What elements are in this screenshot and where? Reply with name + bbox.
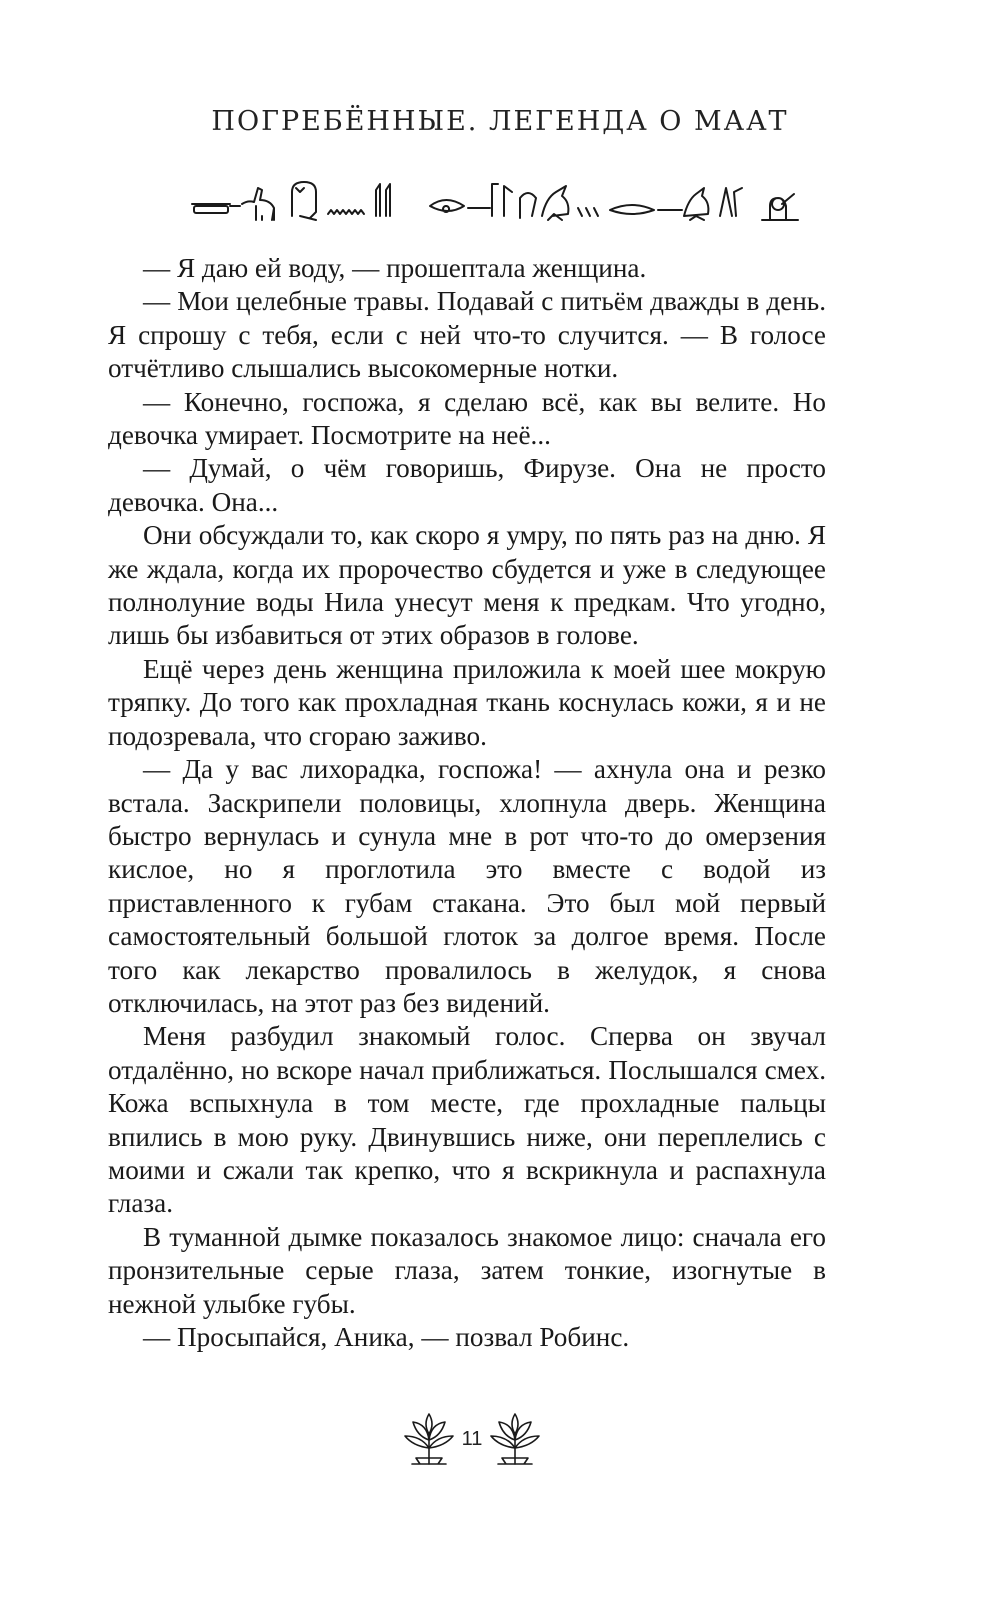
paragraph: Меня разбудил знакомый голос. Сперва он звучал отдалённо, но вскоре начал приближаться. Послышался смех. Кожа вспыхнула в том месте, где прохладные пальцы впились в мою руку. Двинувшись ниже, они переплелись с моими и сжали так крепко, что я вскрикнула и распахнула глаза. — [108, 1021, 826, 1219]
paragraph: — Я даю ей воду, — прошептала женщина. — [143, 253, 647, 283]
paragraph: — Да у вас лихорадка, госпожа! — ахнула она и резко встала. Заскрипели половицы, хлопнула дверь. Женщина быстро вернулась и сунула мне в рот что-то до омерзения кислое, но я проглотила это вместе с водой из приставленного к губам стакана. Это был мой первый самостоятельный большой глоток за долгое время. После того как лекарство провалилось в желудок, я снова отключилась, на этот раз без видений. — [108, 754, 826, 1018]
paragraph: Они обсуждали то, как скоро я умру, по пять раз на дню. Я же ждала, когда их пророчество сбудется и уже в следующее полнолуние воды Нила унесут меня к предкам. Что угодно, лишь бы избавиться от этих образов в голове. — [108, 520, 826, 651]
paragraph: — Просыпайся, Аника, — позвал Робинс. — [143, 1322, 630, 1352]
paragraph: В туманной дымке показалось знакомое лицо: сначала его пронзительные серые глаза, затем тонкие, изогнутые в нежной улыбке губы. — [108, 1221, 826, 1319]
lotus-ornament-icon — [402, 1410, 456, 1470]
paragraph: — Думай, о чём говоришь, Фирузе. Она не просто девочка. Она... — [108, 453, 826, 517]
lotus-ornament-icon — [488, 1410, 542, 1470]
hieroglyph-border-icon — [190, 176, 810, 222]
folio — [0, 1410, 1000, 1470]
page-number: 11 — [461, 1428, 483, 1450]
body-text — [108, 252, 826, 1354]
running-head: ПОГРЕБЁННЫЕ. ЛЕГЕНДА О МААТ — [211, 106, 789, 137]
paragraph: — Мои целебные травы. Подавай с питьём дважды в день. Я спрошу с тебя, если с ней что-то случится. — В голосе отчётливо слышались высокомерные нотки. — [108, 286, 826, 384]
paragraph: — Конечно, госпожа, я сделаю всё, как вы велите. Но девочка умирает. Посмотрите на неё... — [108, 386, 826, 451]
paragraph: Ещё через день женщина приложила к моей шее мокрую тряпку. До того как прохладная ткань коснулась кожи, я и не подозревала, что сгораю заживо. — [108, 653, 826, 751]
